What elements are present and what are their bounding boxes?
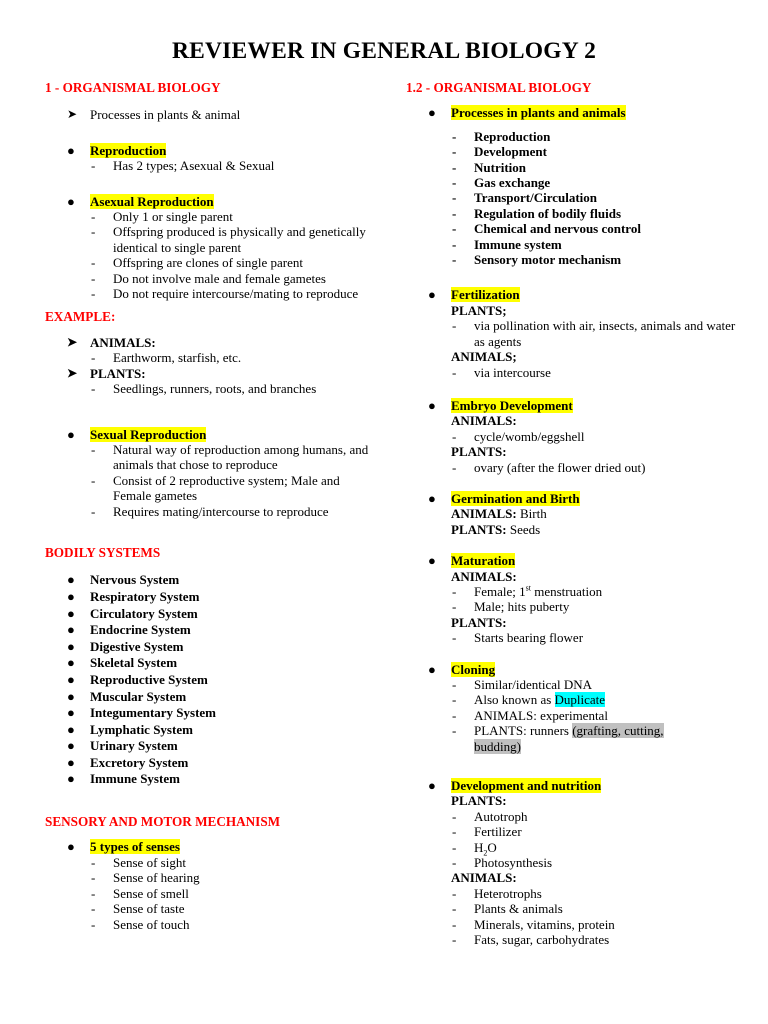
bullet-heading <box>406 105 736 120</box>
bullet-icon: ● <box>428 778 436 794</box>
bodily-system-label: Lymphatic System <box>90 721 193 737</box>
sexual-reproduction-heading: Sexual Reproduction <box>90 426 207 442</box>
list-item: - Gas exchange <box>452 175 551 191</box>
bodily-system-label: Skeletal System <box>90 655 178 671</box>
list-item: - Immune system <box>452 236 562 252</box>
bullet-icon: ● <box>428 553 436 569</box>
process-label: Sensory motor mechanism <box>474 252 622 268</box>
bodily-system-label: Reproductive System <box>90 671 208 687</box>
list-item: - Offspring produced is physically and genetically identical to single parent <box>91 224 366 255</box>
bodily-system-label: Digestive System <box>90 638 184 654</box>
bullet-icon: ● <box>67 572 75 588</box>
process-label: Transport/Circulation <box>474 190 598 206</box>
list-item: - Reproduction <box>452 128 551 144</box>
list-item: ➤ Processes in plants & animal <box>67 107 241 123</box>
list-item: - Minerals, vitamins, protein <box>452 916 615 932</box>
bullet-icon: ● <box>67 426 75 442</box>
section-heading-organismal-biology: 1 - ORGANISMAL BIOLOGY <box>45 80 221 95</box>
grafting-highlight: (grafting, cutting, <box>572 723 664 739</box>
list-item: ➤ PLANTS: <box>67 365 146 381</box>
bullet-icon: ● <box>67 588 75 604</box>
bullet-heading <box>45 427 375 442</box>
bullet-heading <box>406 398 736 413</box>
bullet-icon: ● <box>67 638 75 654</box>
list-item: - Heterotrophs <box>452 885 542 901</box>
bullet-icon: ● <box>67 142 75 158</box>
bullet-icon: ● <box>67 771 75 787</box>
senses-heading: 5 types of senses <box>90 839 180 855</box>
fertilization-heading: Fertilization <box>451 287 520 303</box>
list-item: - Earthworm, starfish, etc. <box>91 350 242 366</box>
bodily-system-label: Muscular System <box>90 688 187 704</box>
list-item: - Regulation of bodily fluids <box>452 205 622 221</box>
list-item: - Sense of hearing <box>91 870 200 886</box>
bodily-systems-list <box>45 572 375 788</box>
bodily-system-label: Excretory System <box>90 754 189 770</box>
bullet-heading <box>406 662 736 677</box>
budding-highlight: budding) <box>474 738 521 754</box>
bullet-icon: ● <box>67 622 75 638</box>
bullet-heading <box>406 553 736 568</box>
list-item: ➤ ANIMALS: <box>67 334 156 350</box>
processes-list <box>406 129 736 268</box>
duplicate-highlight: Duplicate <box>554 692 606 708</box>
list-item: - Nutrition <box>452 159 526 175</box>
arrow-bullet-icon: ➤ <box>67 334 78 349</box>
list-item: - Sensory motor mechanism <box>452 252 622 268</box>
bullet-icon: ● <box>67 605 75 621</box>
arrow-bullet-icon: ➤ <box>67 107 78 122</box>
list-item <box>45 622 375 639</box>
bullet-heading <box>406 491 736 506</box>
list-item: - Sense of smell <box>91 885 189 901</box>
list-item: - Development <box>452 144 547 160</box>
list-item: - Natural way of reproduction among humans, and animals that chose to reproduce <box>91 441 369 473</box>
list-item: - Transport/Circulation <box>452 190 598 206</box>
list-item <box>45 705 375 722</box>
right-column <box>406 80 736 948</box>
list-item: - Requires mating/intercourse to reproduce <box>91 503 329 519</box>
asexual-reproduction-heading: Asexual Reproduction <box>90 193 214 209</box>
list-item: - cycle/womb/eggshell <box>452 428 585 444</box>
bodily-system-label: Respiratory System <box>90 588 200 604</box>
arrow-bullet-icon: ➤ <box>67 365 78 380</box>
list-item <box>45 689 375 706</box>
list-item: - Sense of touch <box>91 916 190 932</box>
animals-label: ANIMALS: <box>451 568 517 584</box>
left-column <box>45 80 375 932</box>
list-item: - Sense of taste <box>91 901 185 917</box>
bodily-system-label: Circulatory System <box>90 605 198 621</box>
list-item <box>45 606 375 623</box>
list-item: - via intercourse <box>452 364 551 380</box>
list-item: - Consist of 2 reproductive system; Male and Female gametes <box>91 472 340 504</box>
list-item: - Autotroph <box>452 808 528 824</box>
process-label: Development <box>474 144 547 160</box>
list-item: - Male; hits puberty <box>452 599 570 615</box>
list-item <box>45 771 375 788</box>
bullet-heading <box>45 194 375 209</box>
list-item: - Photosynthesis <box>452 855 553 871</box>
animals-label: ANIMALS: <box>451 413 517 429</box>
bullet-icon: ● <box>67 705 75 721</box>
plants-label: PLANTS: <box>451 444 507 460</box>
list-item: - Starts bearing flower <box>452 630 584 646</box>
list-item: - Fertilizer <box>452 824 522 840</box>
list-item: - via pollination with air, insects, animals and water as agents <box>452 318 736 349</box>
section-heading-example: EXAMPLE: <box>45 309 116 325</box>
process-label: Reproduction <box>474 128 551 144</box>
plants-line: PLANTS: Seeds <box>451 521 541 537</box>
bullet-heading <box>45 839 375 854</box>
animals-line: ANIMALS: Birth <box>451 506 547 522</box>
plants-label: PLANTS; <box>451 302 507 318</box>
bullet-icon: ● <box>67 655 75 671</box>
list-item: - ANIMALS: experimental <box>452 707 608 723</box>
bullet-icon: ● <box>67 688 75 704</box>
list-item: - Do not require intercourse/mating to reproduce <box>91 286 359 302</box>
section-heading-organismal-biology-1-2: 1.2 - ORGANISMAL BIOLOGY <box>406 80 592 95</box>
bodily-system-label: Endocrine System <box>90 622 191 638</box>
bodily-system-label: Urinary System <box>90 738 178 754</box>
process-label: Immune system <box>474 236 562 252</box>
bodily-system-label: Integumentary System <box>90 705 217 721</box>
page-title: REVIEWER IN GENERAL BIOLOGY 2 <box>171 38 597 64</box>
list-item <box>45 655 375 672</box>
list-item: - Similar/identical DNA <box>452 677 593 692</box>
list-item: - Has 2 types; Asexual & Sexual <box>91 158 275 174</box>
bullet-icon: ● <box>67 754 75 770</box>
cloning-heading: Cloning <box>451 661 496 677</box>
list-item: - Only 1 or single parent <box>91 209 233 225</box>
list-item: - Fats, sugar, carbohydrates <box>452 932 610 948</box>
list-item <box>45 589 375 606</box>
list-item: - Sense of sight <box>91 854 186 870</box>
list-item: - $H_2O$ <box>452 839 497 858</box>
bullet-icon: ● <box>67 839 75 855</box>
process-label: Regulation of bodily fluids <box>474 205 622 221</box>
bullet-icon: ● <box>428 661 436 677</box>
list-item <box>45 722 375 739</box>
list-item: - Chemical and nervous control <box>452 221 641 237</box>
bodily-system-label: Immune System <box>90 771 180 787</box>
bullet-icon: ● <box>428 397 436 413</box>
embryo-heading: Embryo Development <box>451 397 573 413</box>
list-item <box>45 572 375 589</box>
bullet-icon: ● <box>428 105 436 121</box>
bullet-icon: ● <box>67 721 75 737</box>
section-heading-sensory-motor: SENSORY AND MOTOR MECHANISM <box>45 814 281 830</box>
bullet-heading <box>406 287 736 302</box>
bodily-system-label: Nervous System <box>90 572 180 588</box>
list-item: - Seedlings, runners, roots, and branches <box>91 381 317 397</box>
bullet-icon: ● <box>67 671 75 687</box>
list-item <box>45 738 375 755</box>
list-item <box>45 639 375 656</box>
bullet-icon: ● <box>428 287 436 303</box>
maturation-heading: Maturation <box>451 553 516 569</box>
germination-heading: Germination and Birth <box>451 490 580 506</box>
list-item: - Plants & animals <box>452 901 563 917</box>
plants-label: PLANTS: <box>451 793 507 809</box>
list-item: - ovary (after the flower dried out) <box>452 459 646 475</box>
list-item: - Also known as Duplicate <box>452 692 606 708</box>
list-item <box>45 672 375 689</box>
list-item: - Female; 1st menstruation <box>452 583 603 599</box>
list-item <box>45 755 375 772</box>
list-item: - Do not involve male and female gametes <box>91 270 326 286</box>
bullet-heading <box>45 143 375 158</box>
animals-label: ANIMALS; <box>451 349 517 365</box>
list-item: - Offspring are clones of single parent <box>91 255 304 271</box>
bullet-icon: ● <box>67 193 75 209</box>
process-label: Nutrition <box>474 159 526 175</box>
processes-heading: Processes in plants and animals <box>451 105 626 121</box>
plants-label: PLANTS: <box>451 614 507 630</box>
process-label: Chemical and nervous control <box>474 221 641 237</box>
section-heading-bodily-systems: BODILY SYSTEMS <box>45 544 161 560</box>
bullet-icon: ● <box>428 490 436 506</box>
reproduction-heading: Reproduction <box>90 142 167 158</box>
animals-label: ANIMALS: <box>451 870 517 886</box>
devnut-heading: Development and nutrition <box>451 778 602 794</box>
bullet-icon: ● <box>67 738 75 754</box>
bullet-heading <box>406 778 736 793</box>
process-label: Gas exchange <box>474 175 551 191</box>
list-item: - PLANTS: runners (grafting, cutting, budding) <box>452 723 664 754</box>
